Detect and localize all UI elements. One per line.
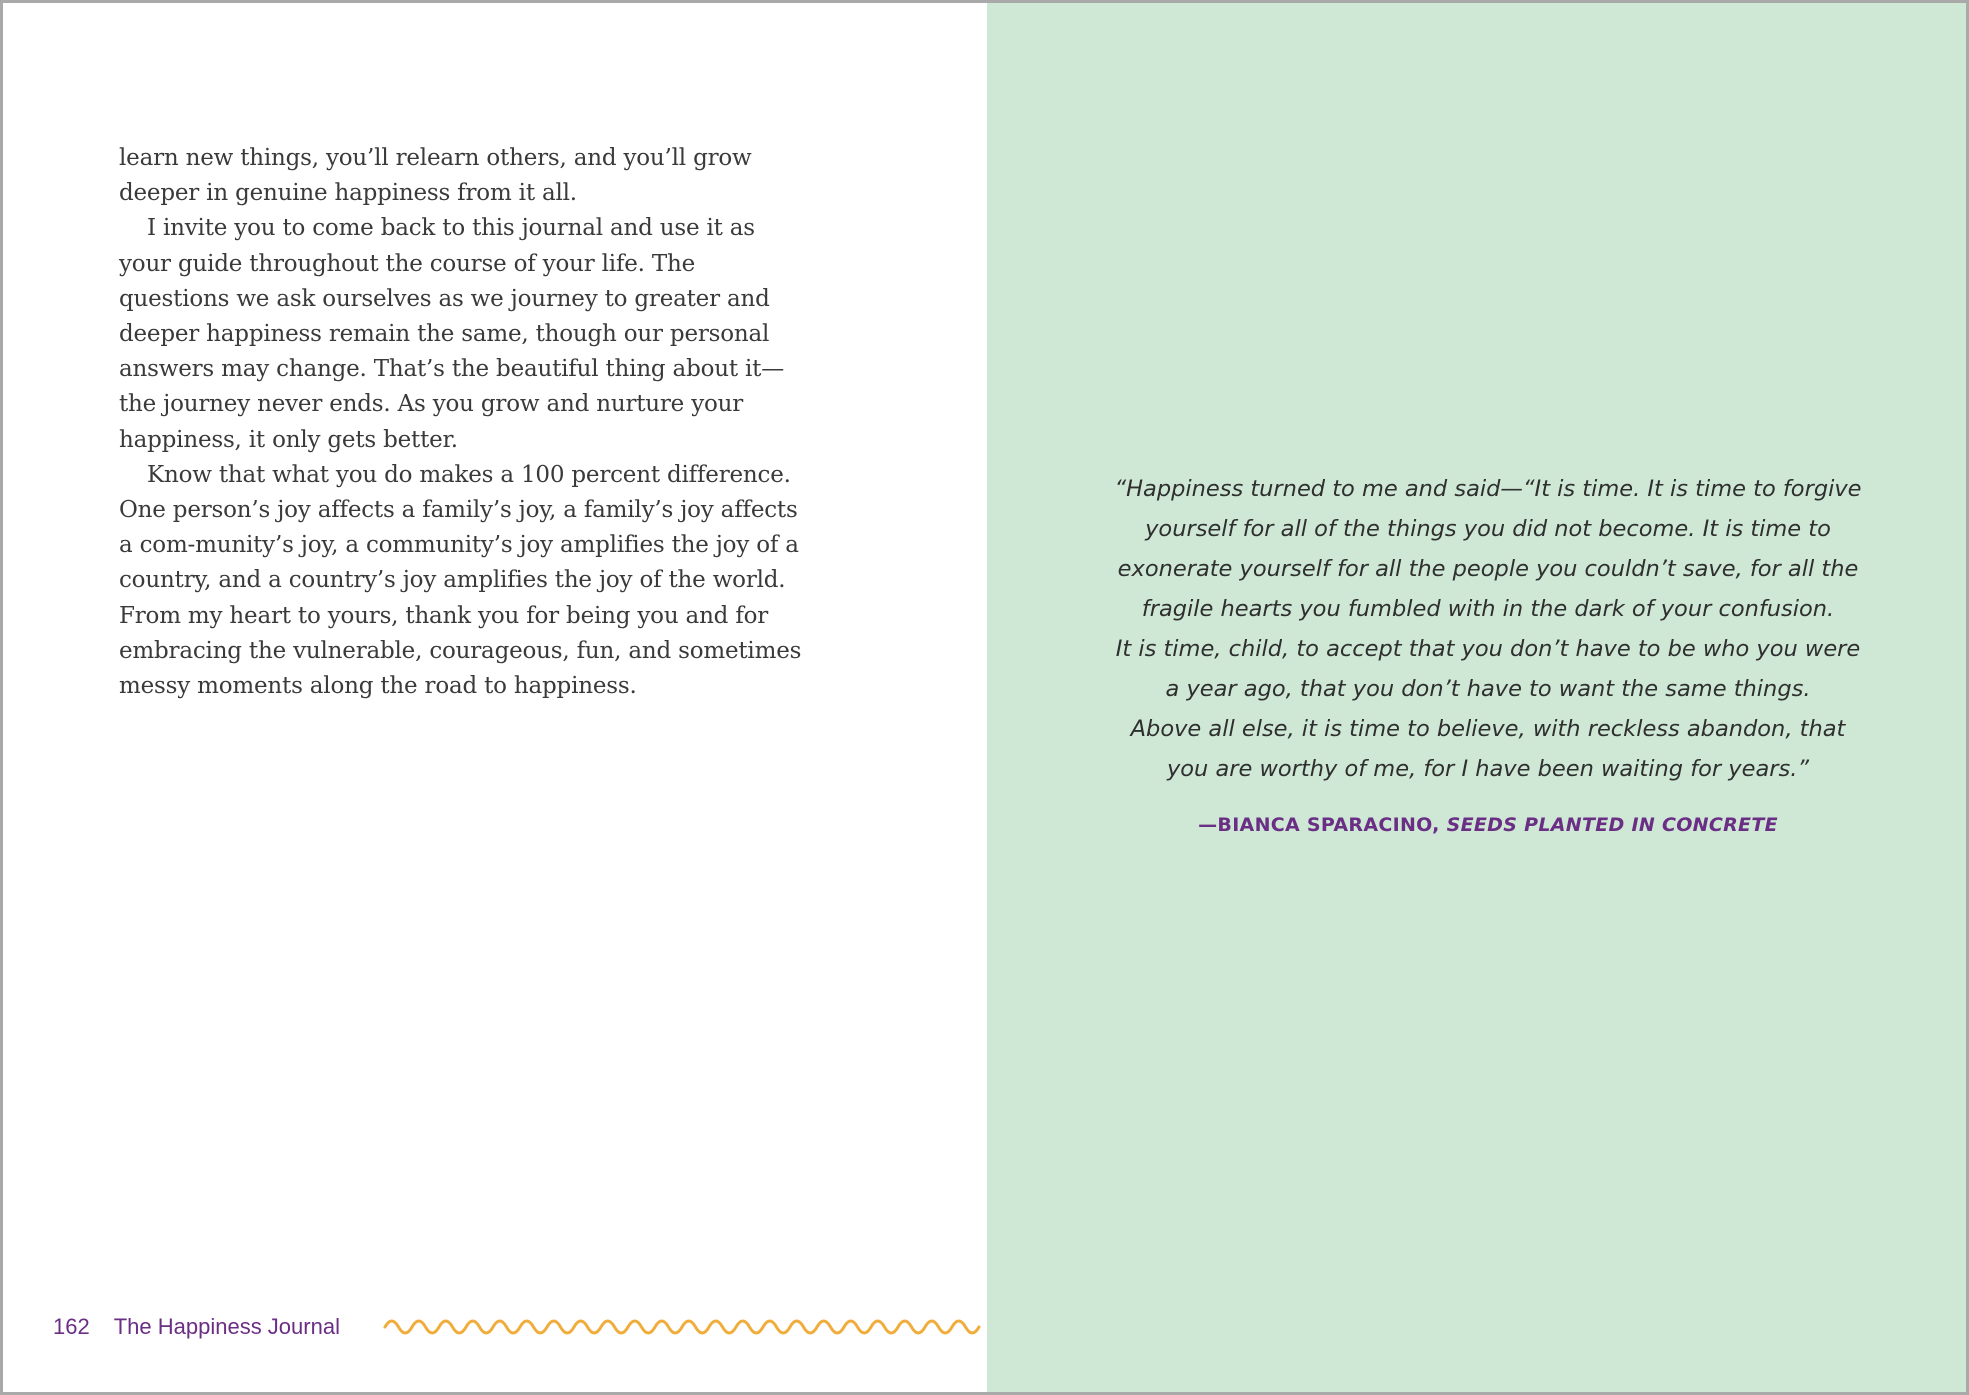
paragraph-difference: Know that what you do makes a 100 percent difference. One person’s joy affects a family’s joy, a family’s joy affects a com-munity’s joy, a community’s joy amplifies the joy of a country, and a country’s joy amplifies the joy of the world. From my heart to yours, thank you for being you and for embracing the vulnerable, courageous, fun, and sometimes messy moments along the road to happiness. [119, 461, 802, 700]
quote-attribution [1088, 811, 1888, 839]
paragraph-continued: learn new things, you’ll relearn others, and you’ll grow deeper in genuine happiness from it all. [119, 145, 752, 207]
page-number: 162 [53, 1314, 90, 1339]
wave-decoration [383, 1315, 987, 1339]
quote-line: exonerate yourself for all the people you couldn’t save, for all the [1117, 556, 1859, 582]
quote-line: fragile hearts you fumbled with in the dark of your confusion. [1141, 596, 1835, 622]
attribution-work: SEEDS PLANTED IN CONCRETE [1446, 814, 1778, 836]
left-page [3, 3, 987, 1395]
quote-line: It is time, child, to accept that you don’t have to be who you were [1115, 636, 1861, 662]
quote-line: Above all else, it is time to believe, with reckless abandon, that [1130, 716, 1846, 742]
page-footer [53, 1309, 368, 1345]
attribution-author: —BIANCA SPARACINO, [1198, 814, 1447, 836]
paragraph-invite: I invite you to come back to this journal and use it as your guide throughout the course of your life. The questions we ask ourselves as we journey to greater and deeper happiness remain the same, though our personal answers may change. That’s the beautiful thing about it—the journey never ends. As you grow and nurture your happiness, it only gets better. [119, 215, 785, 453]
quote-line: you are worthy of me, for I have been waiting for years.” [1166, 756, 1810, 782]
body-text [119, 141, 809, 704]
quote-line: a year ago, that you don’t have to want the same things. [1165, 676, 1811, 702]
quote-line: “Happiness turned to me and said—“It is time. It is time to forgive [1114, 476, 1862, 502]
quote-line: yourself for all of the things you did not become. It is time to [1145, 516, 1831, 542]
epigraph-quote [1088, 469, 1888, 839]
running-title: The Happiness Journal [113, 1314, 340, 1339]
